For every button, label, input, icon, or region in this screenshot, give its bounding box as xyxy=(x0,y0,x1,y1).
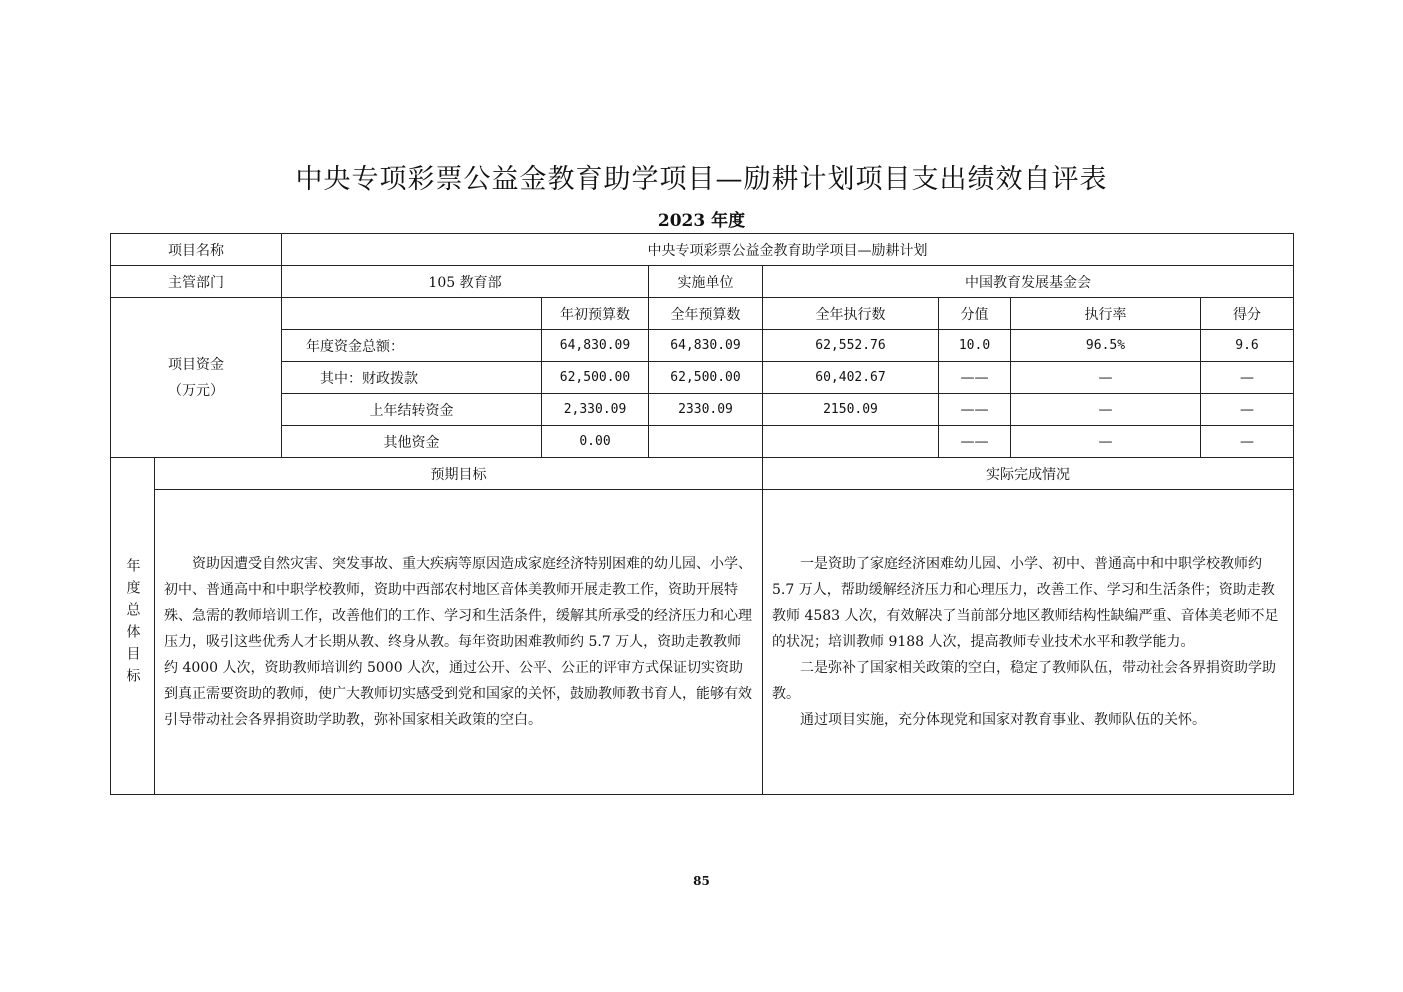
executed-value: 62,552.76 xyxy=(763,330,939,362)
initial-budget-value: 64,830.09 xyxy=(542,330,649,362)
header-annual-executed: 全年执行数 xyxy=(763,298,939,330)
goals-header-row xyxy=(111,458,1294,490)
actual-completion-content xyxy=(763,490,1294,795)
actual-paragraph-3: 通过项目实施，充分体现党和国家对教育事业、教师队伍的关怀。 xyxy=(800,712,1206,728)
department-label: 主管部门 xyxy=(111,266,282,298)
expected-goal-content xyxy=(155,490,763,795)
score-result: 9.6 xyxy=(1201,330,1294,362)
expected-goal-text: 资助因遭受自然灾害、突发事故、重大疾病等原因造成家庭经济特别困难的幼儿园、小学、初中、普通高中和中职学校教师，资助中西部农村地区音体美教师开展走教工作，资助开展特殊、急需的教师培训工作，改善他们的工作、学习和生活条件，缓解其所承受的经济压力和心理压力，吸引这些优秀人才长期从教、终身从教。每年资助困难教师约 5.7 万人，资助走教教师约 4000 人次，资助教师培训约 5000 人次，通过公开、公平、公正的评审方式保证切实资助到真正需要资助的教师，使广大教师切实感受到党和国家的关怀，鼓励教师教书育人，能够有效引导带动社会各界捐资助学助教，弥补国家相关政策的空白。 xyxy=(164,556,752,728)
page-number: 85 xyxy=(693,874,710,888)
annual-budget-value: 64,830.09 xyxy=(649,330,763,362)
annual-goals-side-label xyxy=(111,458,155,795)
expected-goal-header: 预期目标 xyxy=(155,458,763,490)
project-name-label: 项目名称 xyxy=(111,234,282,266)
header-score-value: 分值 xyxy=(939,298,1011,330)
score-value: —— xyxy=(939,394,1011,426)
funds-row-total xyxy=(111,330,1294,362)
score-value: —— xyxy=(939,426,1011,458)
page-title: 中央专项彩票公益金教育助学项目—励耕计划项目支出绩效自评表 xyxy=(295,164,1108,195)
execution-rate-value: — xyxy=(1011,394,1201,426)
actual-paragraph-2: 二是弥补了国家相关政策的空白，稳定了教师队伍，带动社会各界捐资助学助教。 xyxy=(772,660,1276,702)
funds-row-carryover xyxy=(111,394,1294,426)
funds-row-fiscal xyxy=(111,362,1294,394)
score-value: 10.0 xyxy=(939,330,1011,362)
annual-goals-side-text: 年度总体目标 xyxy=(124,558,141,690)
execution-rate-value: 96.5% xyxy=(1011,330,1201,362)
initial-budget-value: 62,500.00 xyxy=(542,362,649,394)
fund-name: 其他资金 xyxy=(282,426,542,458)
funds-label xyxy=(111,298,282,458)
annual-budget-value: 2330.09 xyxy=(649,394,763,426)
funds-label-line1: 项目资金 xyxy=(168,356,224,373)
goals-content-row xyxy=(111,490,1294,795)
header-execution-rate: 执行率 xyxy=(1011,298,1201,330)
evaluation-table xyxy=(110,233,1294,795)
implementing-unit-label: 实施单位 xyxy=(649,266,763,298)
score-value: —— xyxy=(939,362,1011,394)
actual-completion-header: 实际完成情况 xyxy=(763,458,1294,490)
funds-header-row xyxy=(111,298,1294,330)
initial-budget-value: 2,330.09 xyxy=(542,394,649,426)
project-name-value: 中央专项彩票公益金教育助学项目—励耕计划 xyxy=(282,234,1294,266)
execution-rate-value: — xyxy=(1011,426,1201,458)
department-value: 105 教育部 xyxy=(282,266,649,298)
score-result: — xyxy=(1201,362,1294,394)
header-score: 得分 xyxy=(1201,298,1294,330)
funds-header-blank xyxy=(282,298,542,330)
fund-name: 年度资金总额： xyxy=(282,330,542,362)
executed-value: 60,402.67 xyxy=(763,362,939,394)
header-initial-budget: 年初预算数 xyxy=(542,298,649,330)
fund-name: 上年结转资金 xyxy=(282,394,542,426)
executed-value: 2150.09 xyxy=(763,394,939,426)
annual-budget-value xyxy=(649,426,763,458)
header-annual-budget: 全年预算数 xyxy=(649,298,763,330)
project-name-row xyxy=(111,234,1294,266)
execution-rate-value: — xyxy=(1011,362,1201,394)
annual-budget-value: 62,500.00 xyxy=(649,362,763,394)
score-result: — xyxy=(1201,394,1294,426)
score-result: — xyxy=(1201,426,1294,458)
actual-paragraph-1: 一是资助了家庭经济困难幼儿园、小学、初中、普通高中和中职学校教师约 5.7 万人，帮助缓解经济压力和心理压力，改善工作、学习和生活条件；资助走教教师 4583 人次，有效解决了当前部分地区教师结构性缺编严重、音体美老师不足的状况；培训教师 9188 人次，提高教师专业技术水平和教学能力。 xyxy=(772,556,1279,650)
funds-label-line2: （万元） xyxy=(168,382,224,399)
executed-value xyxy=(763,426,939,458)
fund-name: 其中：财政拨款 xyxy=(282,362,542,394)
implementing-unit-value: 中国教育发展基金会 xyxy=(763,266,1294,298)
funds-row-other xyxy=(111,426,1294,458)
initial-budget-value: 0.00 xyxy=(542,426,649,458)
year-subtitle: 2023 年度 xyxy=(657,211,746,231)
department-row xyxy=(111,266,1294,298)
